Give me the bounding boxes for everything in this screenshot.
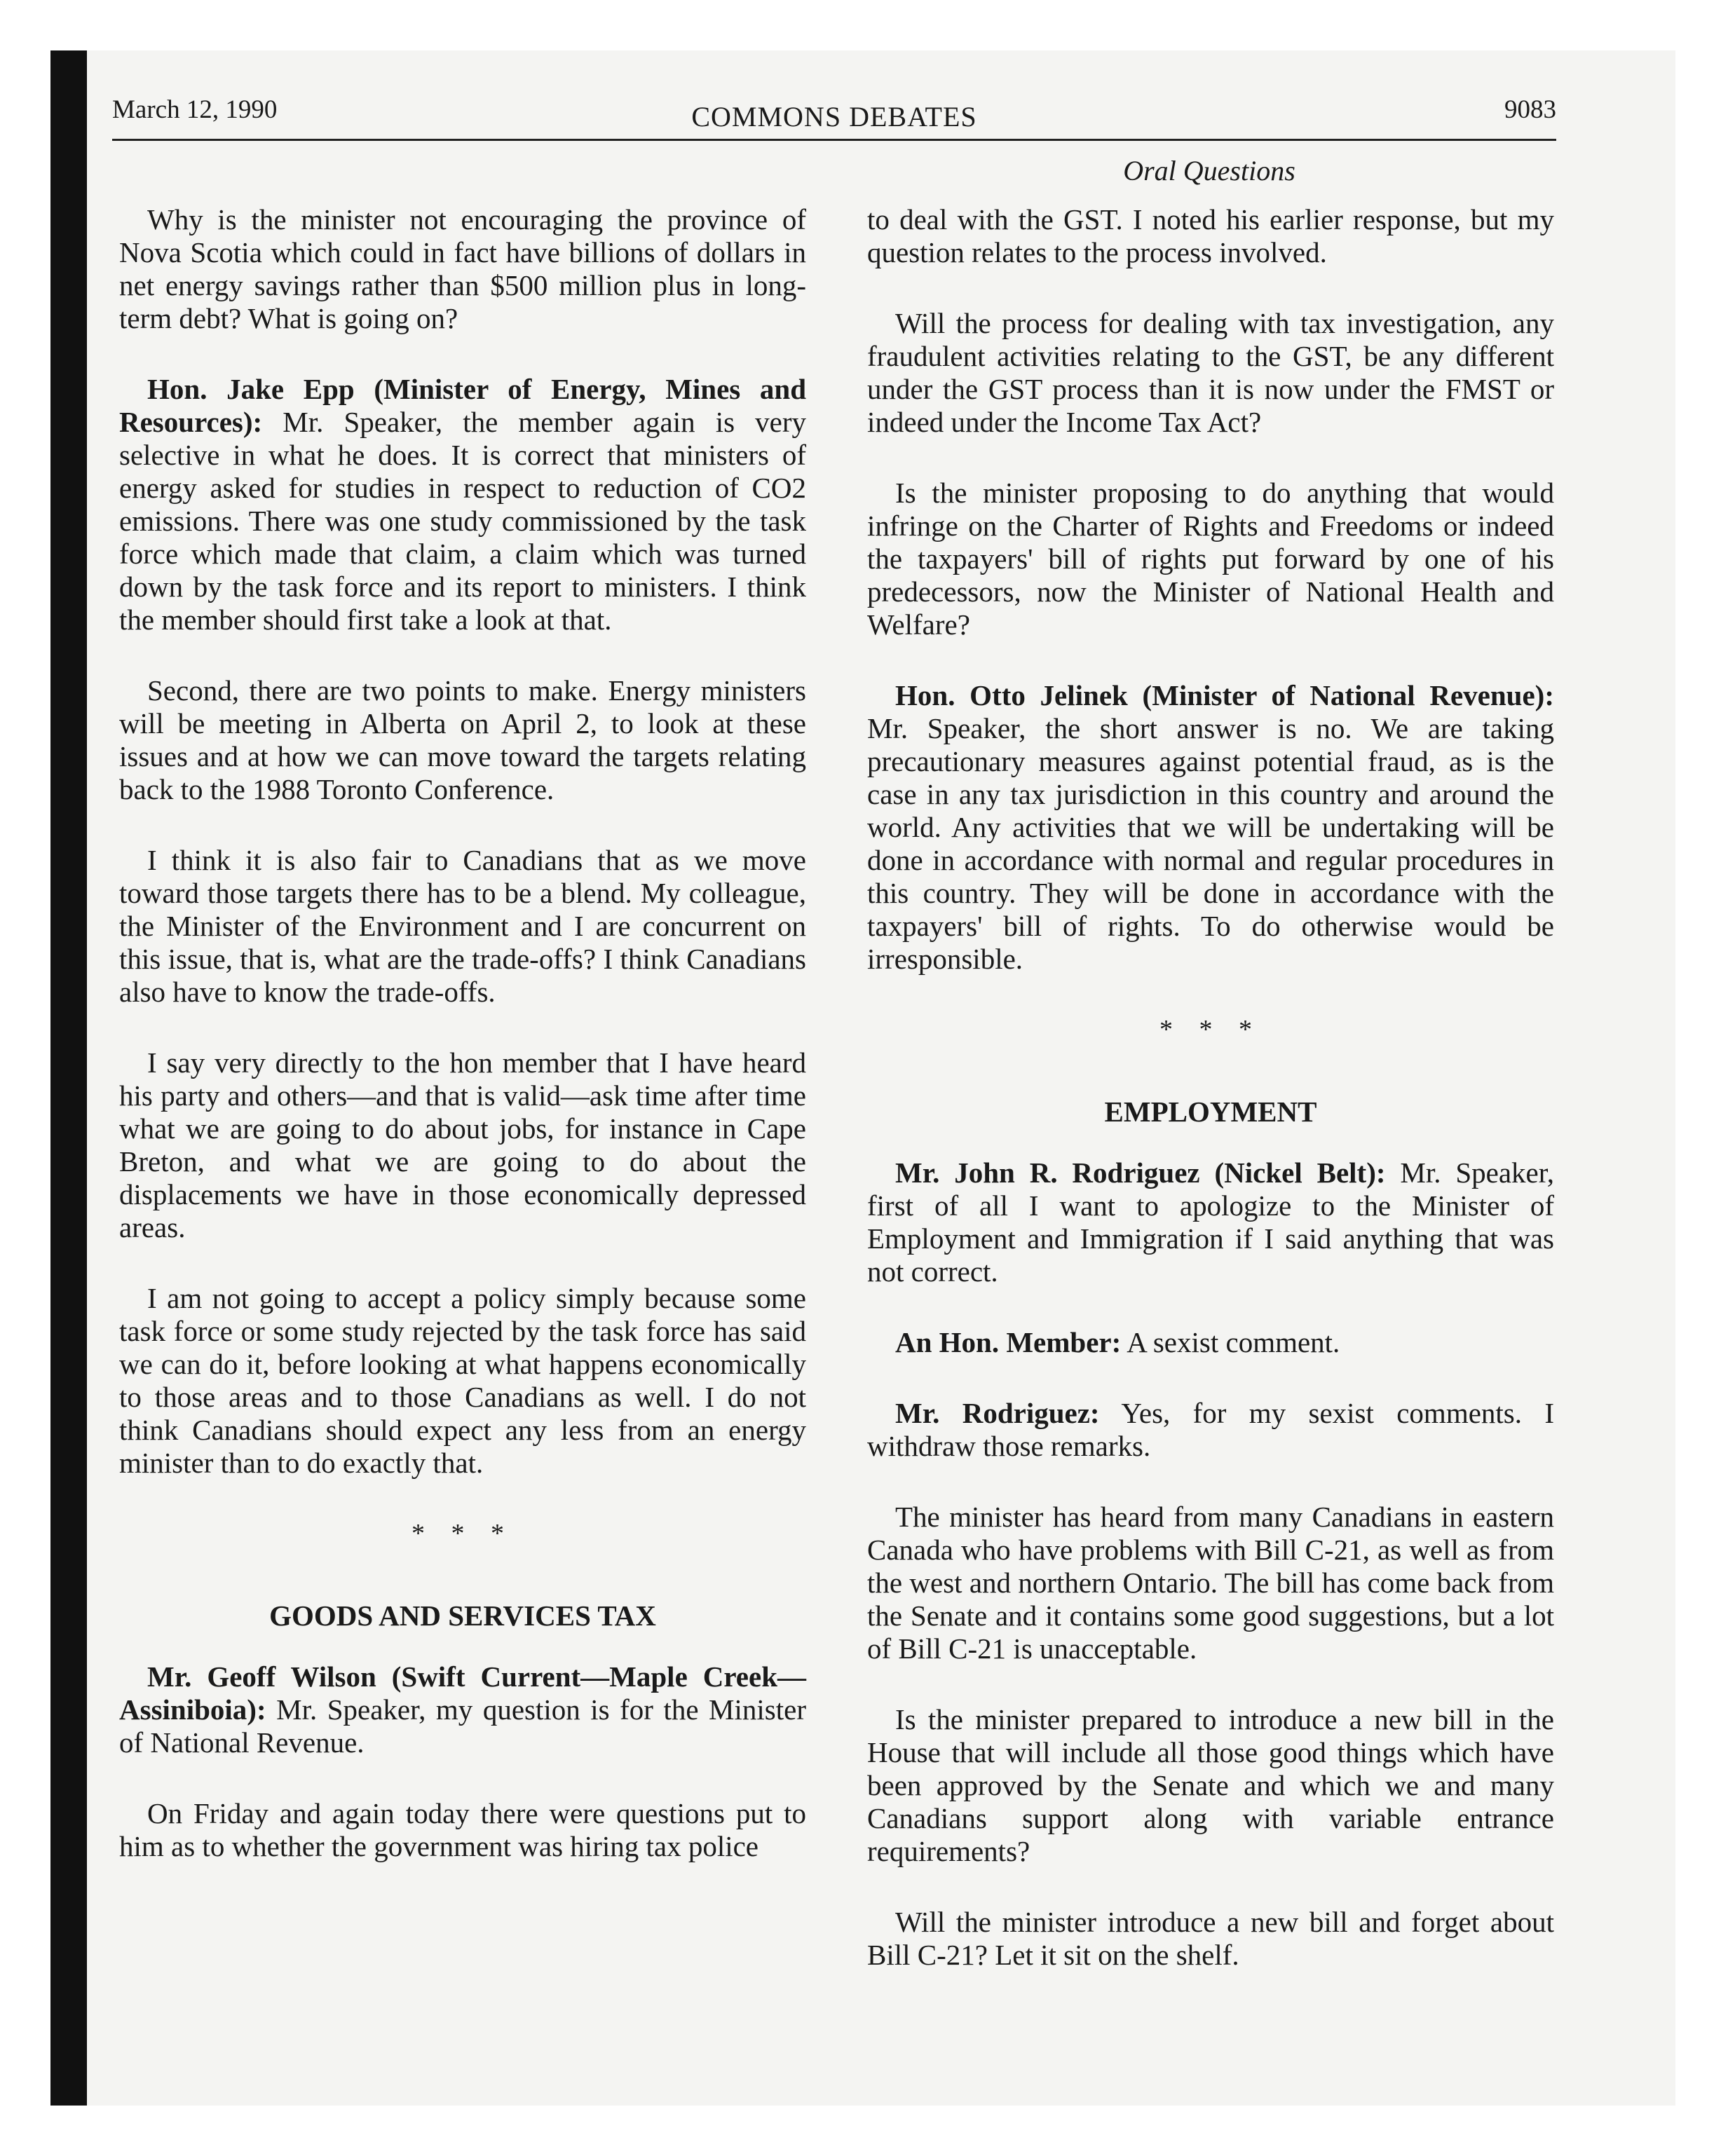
speaker-name: Mr. John R. Rodriguez (Nickel Belt): [895, 1157, 1386, 1189]
paragraph: Why is the minister not encouraging the province of Nova Scotia which could in fact have billions of dollars in net energy savings rather than $500 million plus in long-term debt? What is going on? [119, 203, 806, 334]
paragraph: to deal with the GST. I noted his earlier response, but my question relates to the process involved. [867, 203, 1554, 268]
speech-text: Mr. Speaker, the short answer is no. We are taking precautionary measures against potential fraud, as is the case in any tax jurisdiction in this country and around the world. Any activities that we will be undertaking will be done in accordance with normal and regular procedures in this country. They will be done in accordance with the taxpayers' bill of rights. To do otherwise would be irresponsible. [867, 712, 1554, 975]
page-header [112, 95, 1556, 137]
paragraph: Will the minister introduce a new bill and forget about Bill C-21? Let it sit on the shelf. [867, 1906, 1554, 1971]
paragraph: I am not going to accept a policy simply because some task force or some study rejected by the task force has said we can do it, before looking at what happens economically to those areas and to those Canadians as well. I do not think Canadians should expect any less from an energy minister than to do exactly that. [119, 1282, 806, 1479]
scan-edge-bar [50, 50, 87, 2106]
paragraph [119, 1660, 806, 1759]
paragraph: The minister has heard from many Canadians in eastern Canada who have problems with Bill C-21, as well as from the west and northern Ontario. The bill has come back from the Senate and it contains some good suggestions, but a lot of Bill C-21 is unacceptable. [867, 1501, 1554, 1665]
speech-text: Mr. Speaker, the member again is very selective in what he does. It is correct that ministers of energy asked for studies in respect to reduction of CO2 emissions. There was one study commissioned by the task force which made that claim, a claim which was turned down by the task force and its report to ministers. I think the member should first take a look at that. [119, 406, 806, 636]
section-label: Oral Questions [1123, 155, 1295, 186]
section-heading: GOODS AND SERVICES TAX [269, 1599, 656, 1632]
paragraph [119, 373, 806, 636]
paragraph [867, 679, 1554, 976]
right-column [867, 203, 1554, 2010]
paragraph: I think it is also fair to Canadians that as we move toward those targets there has to be a blend. My colleague, the Minister of the Environment and I are concurrent on this issue, that is, what are the trade-offs? I think Canadians also have to know the trade-offs. [119, 844, 806, 1008]
speech-text: Yes, for my sexist comments. I withdraw those remarks. [867, 1397, 1555, 1462]
speaker-name: Hon. Jake Epp (Minister of Energy, Mines and Resources): [119, 373, 806, 438]
speaker-name: Mr. Rodriguez: [895, 1397, 1100, 1429]
left-column [119, 203, 806, 1901]
paragraph: Will the process for dealing with tax investigation, any fraudulent activities relating to the GST, be any different under the GST process than it is now under the FMST or indeed under the Income Tax Act? [867, 307, 1554, 438]
paragraph: On Friday and again today there were questions put to him as to whether the government was hiring tax police [119, 1797, 806, 1862]
speech-text: Mr. Speaker, first of all I want to apologize to the Minister of Employment and Immigration if I said anything that was not correct. [867, 1157, 1554, 1288]
section-separator: * * * [411, 1519, 514, 1548]
paragraph: Is the minister prepared to introduce a new bill in the House that will include all those good things which have been approved by the Senate and which we and many Canadians support along with variable entrance requirements? [867, 1703, 1554, 1867]
header-page-number: 9083 [1504, 95, 1556, 124]
paragraph: Second, there are two points to make. Energy ministers will be meeting in Alberta on April 2, to look at these issues and at how we can move toward the targets relating back to the 1988 Toronto Conference. [119, 674, 806, 805]
header-date: March 12, 1990 [112, 95, 278, 124]
paragraph: I say very directly to the hon member that I have heard his party and others—and that is valid—ask time after time what we are going to do about jobs, for instance in Cape Breton, and what we are going to do about the displacements we have in those economically depressed areas. [119, 1046, 806, 1243]
speaker-name: An Hon. Member: [895, 1326, 1122, 1358]
header-title: COMMONS DEBATES [691, 101, 977, 132]
speaker-name: Hon. Otto Jelinek (Minister of National Revenue): [895, 679, 1554, 711]
section-heading: EMPLOYMENT [1104, 1096, 1317, 1128]
speech-text: Mr. Speaker, my question is for the Minister of National Revenue. [119, 1693, 806, 1759]
speech-text: A sexist comment. [1121, 1326, 1340, 1358]
paragraph [867, 1397, 1554, 1463]
speaker-name: Mr. Geoff Wilson (Swift Current—Maple Creek—Assiniboia): [119, 1660, 806, 1726]
paragraph: Is the minister proposing to do anything that would infringe on the Charter of Rights and Freedoms or indeed the taxpayers' bill of rights put forward by one of his predecessors, now the Minister of National Health and Welfare? [867, 477, 1554, 641]
header-rule [112, 139, 1556, 141]
paragraph [867, 1157, 1554, 1288]
paragraph [867, 1326, 1554, 1359]
section-separator: * * * [1159, 1015, 1262, 1044]
